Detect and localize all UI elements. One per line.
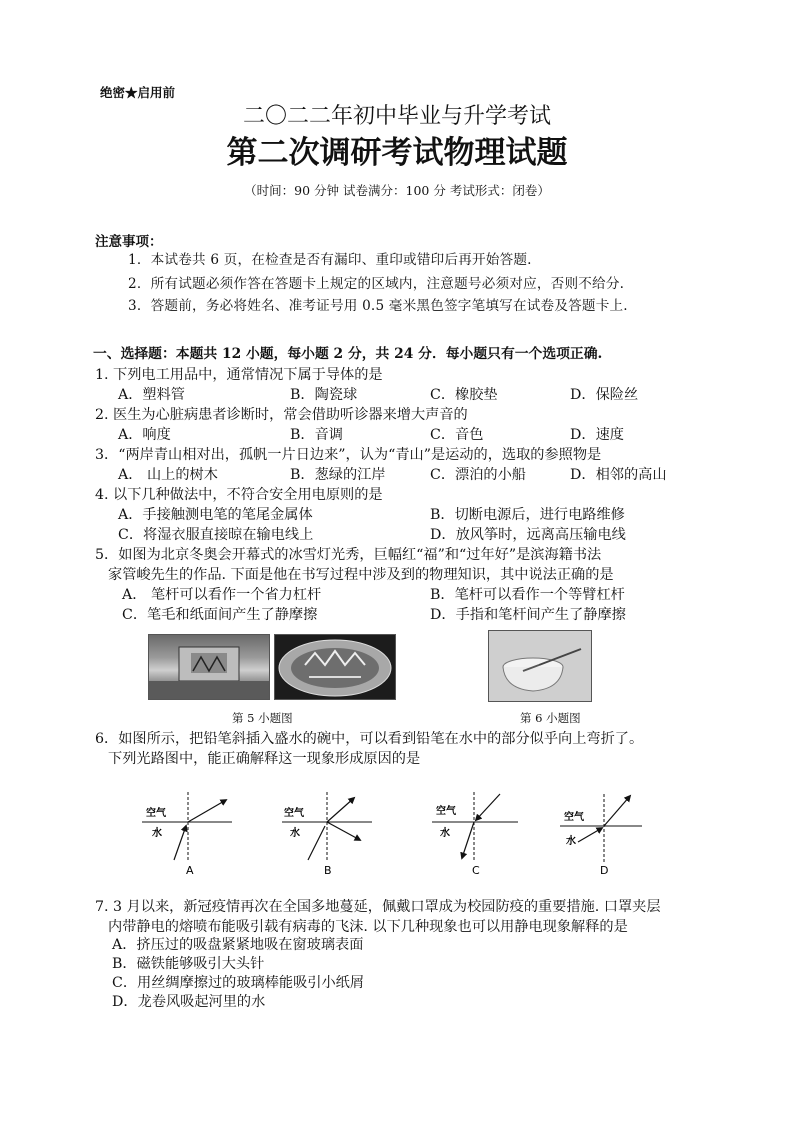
diagram-c bbox=[432, 792, 518, 877]
bowl-pencil-photo bbox=[488, 630, 592, 702]
water-label: 水 bbox=[152, 828, 162, 839]
figure-5-caption: 第 5 小题图 bbox=[232, 711, 293, 725]
confidential-mark: 绝密★启用前 bbox=[100, 85, 176, 100]
q1-option-b: B．陶瓷球 bbox=[290, 387, 358, 403]
q4-option-b: B．切断电源后，进行电路维修 bbox=[430, 507, 625, 523]
q4-option-c: C．将湿衣服直接晾在输电线上 bbox=[118, 527, 314, 543]
q4-option-a: A．手接触测电笔的笔尾金属体 bbox=[118, 507, 313, 523]
question-5-stem: 5．如图为北京冬奥会开幕式的冰雪灯光秀，巨幅红“福”和“过年好”是滨海籍书法 bbox=[95, 547, 602, 563]
air-label: 空气 bbox=[146, 808, 166, 819]
q2-option-a: A．响度 bbox=[118, 427, 171, 443]
q3-option-a: A． 山上的树木 bbox=[118, 467, 218, 483]
question-6-stem: 6．如图所示，把铅笔斜插入盛水的碗中，可以看到铅笔在水中的部分似乎向上弯折了。 bbox=[95, 731, 644, 747]
diagram-b bbox=[282, 792, 372, 877]
diagram-label-a: A bbox=[186, 864, 194, 877]
air-label: 空气 bbox=[284, 808, 304, 819]
question-6-stem-cont: 下列光路图中，能正确解释这一现象形成原因的是 bbox=[108, 751, 421, 767]
question-1-stem: 1. 下列电工用品中，通常情况下属于导体的是 bbox=[95, 367, 383, 383]
q3-option-c: C．漂泊的小船 bbox=[430, 467, 526, 483]
question-4-stem: 4. 以下几种做法中，不符合安全用电原则的是 bbox=[95, 487, 383, 503]
exam-title: 二〇二二年初中毕业与升学考试 bbox=[242, 104, 551, 129]
water-label: 水 bbox=[290, 828, 300, 839]
q3-option-b: B．葱绿的江岸 bbox=[290, 467, 386, 483]
diagram-label-b: B bbox=[324, 864, 332, 877]
q5-option-b: B．笔杆可以看作一个等臂杠杆 bbox=[430, 587, 625, 603]
q1-option-c: C．橡胶垫 bbox=[430, 387, 498, 403]
q1-option-a: A．塑料管 bbox=[118, 387, 185, 403]
q2-option-b: B．音调 bbox=[290, 427, 343, 443]
air-label: 空气 bbox=[564, 812, 584, 823]
figure-6-caption: 第 6 小题图 bbox=[520, 711, 581, 725]
light-path-diagrams bbox=[0, 780, 794, 880]
diagram-a bbox=[142, 792, 232, 877]
notice-item: 3．答题前，务必将姓名、准考证号用 0.5 毫米黑色签字笔填写在试卷及答题卡上. bbox=[128, 298, 628, 314]
q7-option-b: B．磁铁能够吸引大头针 bbox=[112, 956, 265, 972]
q7-option-d: D．龙卷风吸起河里的水 bbox=[112, 994, 266, 1010]
q5-option-c: C．笔毛和纸面间产生了静摩擦 bbox=[122, 607, 318, 623]
exam-subject-title: 第二次调研考试物理试题 bbox=[226, 135, 568, 171]
q5-option-a: A． 笔杆可以看作一个省力杠杆 bbox=[122, 587, 322, 603]
q7-option-a: A．挤压过的吸盘紧紧地吸在窗玻璃表面 bbox=[112, 937, 364, 953]
question-7-stem-cont: 内带静电的熔喷布能吸引载有病毒的飞沫. 以下几种现象也可以用静电现象解释的是 bbox=[108, 919, 628, 935]
exam-info: （时间：90 分钟 试卷满分：100 分 考试形式：闭卷） bbox=[244, 183, 550, 198]
water-label: 水 bbox=[440, 828, 450, 839]
diagram-d bbox=[560, 794, 642, 877]
q2-option-d: D．速度 bbox=[570, 427, 624, 443]
notice-item: 2．所有试题必须作答在答题卡上规定的区域内，注意题号必须对应，否则不给分. bbox=[128, 276, 625, 292]
fu-character-photo bbox=[274, 634, 396, 700]
notice-heading: 注意事项： bbox=[95, 234, 163, 250]
air-label: 空气 bbox=[436, 806, 456, 817]
diagram-label-d: D bbox=[600, 864, 609, 877]
ice-lantern-photo bbox=[148, 634, 270, 700]
question-3-stem: 3．“两岸青山相对出，孤帆一片日边来”，认为“青山”是运动的，选取的参照物是 bbox=[95, 447, 602, 463]
water-label: 水 bbox=[566, 836, 576, 847]
question-7-stem: 7. 3 月以来，新冠疫情再次在全国多地蔓延，佩戴口罩成为校园防疫的重要措施. 口罩夹层 bbox=[95, 899, 661, 915]
q1-option-d: D．保险丝 bbox=[570, 387, 639, 403]
q5-option-d: D．手指和笔杆间产生了静摩擦 bbox=[430, 607, 626, 623]
diagram-label-c: C bbox=[472, 864, 480, 877]
question-5-stem-cont: 家管峻先生的作品. 下面是他在书写过程中涉及到的物理知识，其中说法正确的是 bbox=[108, 567, 614, 583]
notice-item: 1．本试卷共 6 页，在检查是否有漏印、重印或错印后再开始答题. bbox=[128, 252, 532, 268]
question-2-stem: 2. 医生为心脏病患者诊断时，常会借助听诊器来增大声音的 bbox=[95, 407, 468, 423]
q3-option-d: D．相邻的高山 bbox=[570, 467, 667, 483]
q4-option-d: D．放风筝时，远离高压输电线 bbox=[430, 527, 626, 543]
section-heading: 一、选择题：本题共 12 小题，每小题 2 分，共 24 分．每小题只有一个选项正确. bbox=[93, 346, 603, 362]
q2-option-c: C．音色 bbox=[430, 427, 484, 443]
q7-option-c: C．用丝绸摩擦过的玻璃棒能吸引小纸屑 bbox=[112, 975, 365, 991]
